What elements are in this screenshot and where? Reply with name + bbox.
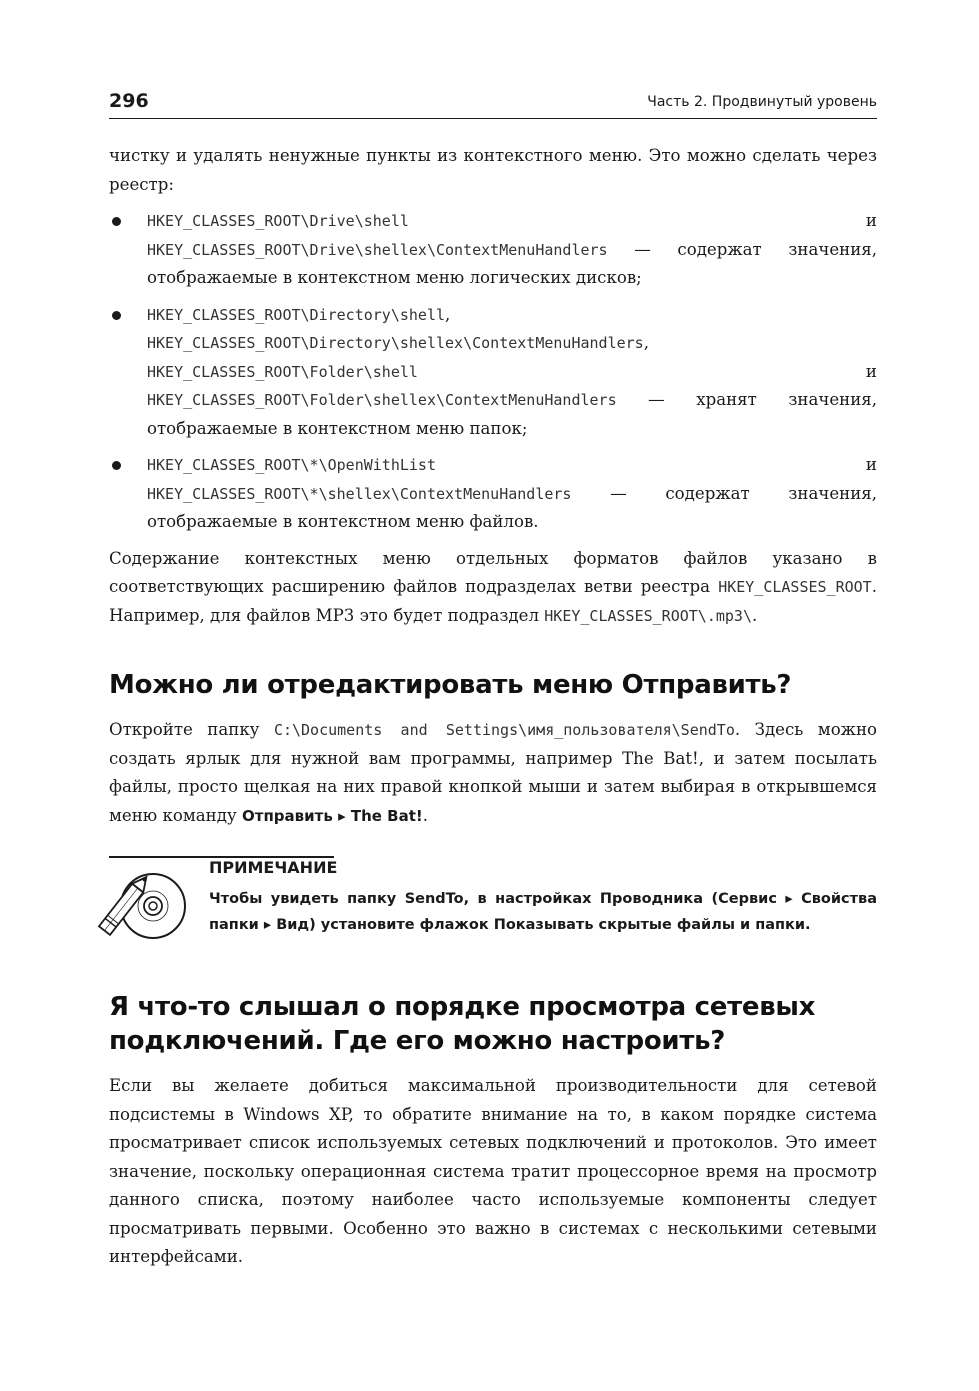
menu-command: Отправить — [242, 806, 333, 825]
folder-path: C:\Documents and Settings\имя_пользователя\SendTo — [273, 721, 735, 739]
list-item-text: — содержат значения, отображаемые в контекстном меню файлов. — [147, 483, 877, 531]
list-item-text: — хранят значения, отображаемые в контекстном меню папок; — [147, 390, 877, 438]
note-box — [109, 856, 877, 952]
bullet-icon — [112, 461, 121, 470]
conjunction: и — [417, 361, 877, 381]
conjunction: и — [408, 211, 877, 230]
separator: , — [643, 333, 649, 352]
sendto-paragraph — [109, 716, 877, 830]
conjunction: и — [435, 455, 877, 474]
list-item — [109, 207, 877, 293]
registry-list — [109, 207, 877, 537]
list-item-text: — содержат значения, отображаемые в контекстном меню логических дисков; — [147, 239, 877, 287]
menu-arrow: ▸ — [776, 891, 802, 907]
registry-key: HKEY_CLASSES_ROOT\*\shellex\ContextMenuHandlers — [147, 484, 572, 503]
paragraph-text: Содержание контекстных меню отдельных форматов файлов указано в соответствующих расширению файлов подразделах ветви реестра — [109, 548, 877, 596]
registry-key: HKEY_CLASSES_ROOT\Folder\shellex\ContextMenuHandlers — [147, 391, 617, 409]
running-head: Часть 2. Продвинутый уровень — [647, 94, 877, 110]
note-title: ПРИМЕЧАНИЕ — [209, 858, 338, 877]
registry-key: HKEY_CLASSES_ROOT\Directory\shell — [147, 305, 446, 324]
paragraph-text: . — [751, 605, 758, 625]
intro-paragraph: чистку и удалять ненужные пункты из контекстного меню. Это можно сделать через реестр: — [109, 146, 877, 194]
menu-command: The Bat! — [350, 806, 423, 825]
list-item — [109, 301, 877, 444]
page-header — [109, 88, 877, 119]
registry-key: HKEY_CLASSES_ROOT\Directory\shellex\ContextMenuHandlers — [147, 334, 644, 352]
network-paragraph: Если вы желаете добиться максимальной производительности для сетевой подсистемы в Windows XP, то обратите внимание на то, в каком порядке система просматривает список используемых сетевых подключений и протоколов. Это имеет значение, поскольку операционная система тратит процессорное время на просмотр данного списка, поэтому наиболее часто используемые компоненты следует просматривать первыми. Особенно это важно в системах с несколькими сетевыми интерфейсами. — [109, 1076, 877, 1266]
note-text-part: Чтобы увидеть папку SendTo, в настройках Проводника (Сервис — [209, 891, 777, 907]
paragraph-text: Откройте папку — [109, 720, 274, 739]
menu-arrow: ▸ — [332, 806, 351, 825]
page-number: 296 — [109, 90, 149, 112]
registry-key: HKEY_CLASSES_ROOT\Folder\shell — [147, 362, 418, 381]
paragraph-text: . Например, для файлов MP3 это будет подраздел — [109, 577, 877, 625]
pencil-disc-icon — [95, 864, 195, 944]
paragraph-text: . Здесь можно создать ярлык для нужной вам программы, например The Bat!, и затем посылать файлы, просто щелкая на них правой кнопкой мыши и затем выбирая в открывшемся меню команду — [109, 720, 878, 825]
section-heading-network: Я что-то слышал о порядке просмотра сетевых подключений. Где его можно настроить? — [109, 992, 816, 1056]
note-text — [209, 886, 877, 938]
registry-key: HKEY_CLASSES_ROOT\Drive\shell — [147, 212, 409, 230]
registry-key: HKEY_CLASSES_ROOT\Drive\shellex\ContextMenuHandlers — [147, 240, 608, 259]
menu-arrow: ▸ — [258, 917, 277, 933]
registry-key: HKEY_CLASSES_ROOT\*\OpenWithList — [147, 456, 436, 474]
paragraph-text: . — [422, 805, 428, 825]
formats-paragraph — [109, 545, 877, 631]
page-content — [109, 142, 877, 1272]
bullet-icon — [112, 311, 121, 320]
registry-key: HKEY_CLASSES_ROOT — [718, 578, 872, 596]
bullet-icon — [112, 217, 121, 226]
separator: , — [445, 304, 451, 324]
section-heading-sendto: Можно ли отредактировать меню Отправить? — [109, 670, 792, 700]
registry-key: HKEY_CLASSES_ROOT\.mp3\ — [544, 606, 752, 625]
note-text-part: Вид) установите флажок Показывать скрытые файлы и папки. — [276, 917, 811, 933]
list-item — [109, 451, 877, 537]
note-text-part: Свойства папки — [209, 891, 878, 933]
